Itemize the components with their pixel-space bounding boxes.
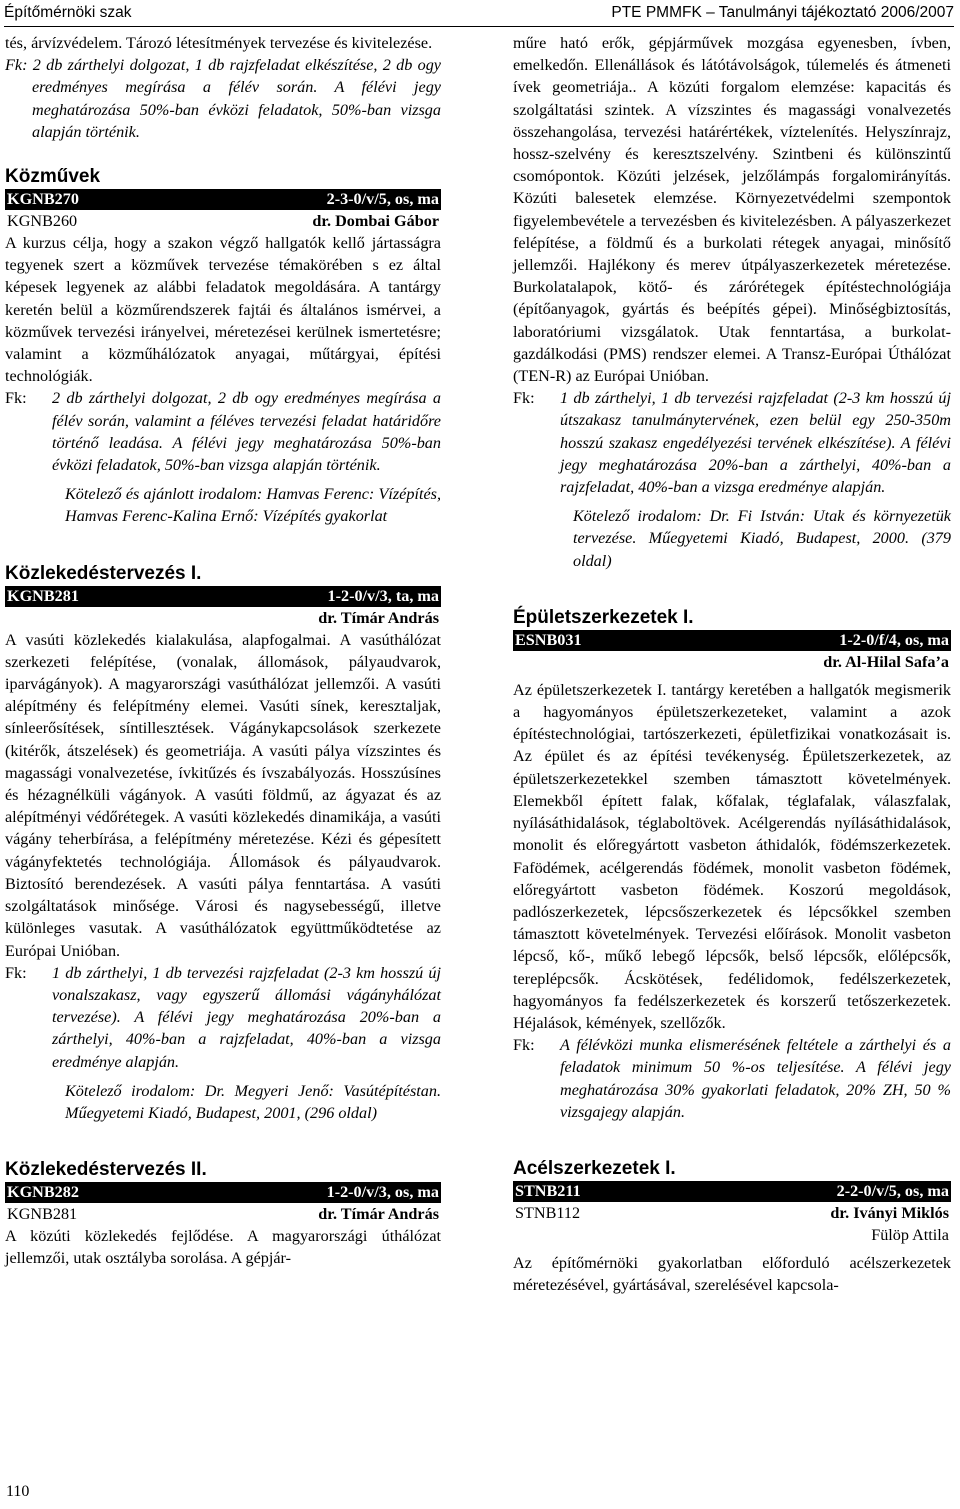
course-prereq-row (5, 1203, 441, 1225)
course-prereq-row (513, 1202, 951, 1224)
page-number: 110 (6, 1483, 30, 1500)
course-code-bar (5, 586, 441, 607)
course-teacher: dr. Dombai Gábor (312, 212, 439, 231)
course-code-bar (513, 630, 951, 651)
course-code-bar (5, 1182, 441, 1203)
header-left: Építőmérnöki szak (4, 4, 132, 21)
course-teacher: dr. Iványi Miklós (830, 1203, 949, 1222)
course-prereq: KGNB281 (7, 1205, 78, 1224)
course-description: A vasúti közlekedés kialakulása, alapfogalmai. A vasúthálózat szerkezeti felépítése, (vonalak, állomások, pályaudvarok, iparvágányok). A magyarországi vasúthálózat jellemzői. A vasúti alépítmény és felépítmény elemei. Vasúti sínek, keresztaljak, sínleerősítések, síntillesztések. Vágánykapcsolások szerkezete (kitérők, átszelések) és geometriája. A vasúti pálya vízszintes és magassági vonalvezetése, ívkitűzés és ívszabályozás. Hosszúsínes és hézagnélküli vágányok. A vasúti földmű, az ágyazat és az alépítményi védőrétegek. A vasúti közlekedés dinamikája, a vasúti vágány teherbírása, a felépítmény méretezése. Kézi és gépesített vágányfektetés technológiája. Állomások és pályaudvarok. Biztosító berendezések. A vasúti pálya fenntartása. A vasúti szolgáltatások minősége. Városi és nagysebességű, illetve különleges vasutak. A vasúthálózatok együttműködtetése az Európai Unióban. (5, 630, 441, 960)
course-code: KGNB281 (7, 586, 79, 605)
course-code: ESNB031 (515, 630, 582, 649)
course-code-bar (5, 189, 441, 210)
course-prereq: KGNB260 (7, 212, 78, 231)
course-requirements (513, 1034, 951, 1123)
course-credits: 1-2-0/f/4, os, ma (839, 630, 949, 649)
course-teacher: dr. Tímár András (318, 608, 439, 627)
requirements-text: A félévközi munka elismerésének feltétele a zárthelyi és a feladatok minimum 50 %-os teljesítése. A félévi jegy meghatározása 30% gyakorlati feladatok, 20% ZH, 50 % vizsgajegy alapján. (560, 1036, 951, 1121)
requirements-text: 2 db zárthelyi dolgozat, 2 db ogy eredményes megírása a félév során, valamint a féléves tervezési feladat határidőre történő leadása. A félévi jegy meghatározása 50%-ban évközi feladatok, 50%-ban vizsga alapján történik. (52, 389, 441, 475)
requirements-text: 1 db zárthelyi, 1 db tervezési rajzfeladat (2-3 km hosszú új útszakasz tanulmánytervének, ezen belül egy 250-350m hosszú szakasz engedélyezési tervének elkészítése). A félévi jegy meghatározása 20%-ban a zárthelyi, 40%-ban a rajzfeladat, 40%-ban a vizsga eredménye alapján. (560, 389, 951, 497)
course-credits: 2-3-0/v/5, os, ma (326, 190, 439, 209)
course-prereq: STNB112 (515, 1203, 581, 1222)
course-credits: 2-2-0/v/5, os, ma (836, 1181, 949, 1200)
course-literature: Kötelező irodalom: Dr. Megyeri Jenő: Vasútépítéstan. Műegyetemi Kiadó, Budapest, 2001, (296 oldal) (65, 1081, 441, 1122)
continued-description: műre ható erők, gépjárművek mozgása egyenesben, ívben, emelkedőn. Ellenállások és látótávolságok, túlemelés és átmeneti ívek geometriája.. A közúti forgalom elemzése: kapacitás és szolgáltatási szintek. A vízszintes és magassági vonalvezetés összehangolása, tervezési határértékek, víztelenítés. Helyszínrajz, hossz-szelvény és keresztszelvény. Szintbeni és különszintű csomópontok. Közúti jelzések, jelzőlámpás forgalomirányítás. Közúti balesetek elemzése. Környezetvédelmi szempontok figyelembevétele a tervezésben és kivitelezésben. A pályaszerkezet felépítése, a földmű és a burkolati rétegek anyagai, minősítő jellemzői. Hajlékony és merev útpályaszerkezetek méretezése. Burkolatalapok, kötő- és zárórétegek építéstechnológiája (építőanyagok, gyártás és beépítés gépei). Minőségbiztosítás, laboratóriumi vizsgálatok. Utak fenntartása, a burkolat-gazdálkodási (PMS) rendszer elemei. A Transz-Európai Úthálózat (TEN-R) az Európai Unióban. (513, 34, 951, 386)
course-description: A kurzus célja, hogy a szakon végző hallgatók kellő jártasságra tegyenek szert a közművek tervezése témakörében s ez által képesek legyenek az alábbi feladatok megoldására. A tantárgy keretén belül a közműrendszerek fajtái és általános ismérvei, a közművek tervezési irányelvei, méretezései kerülnek ismertetésre; valamint a közműhálózatok anyagai, műtárgyai, építési technológiák. (5, 234, 441, 386)
intro-text: tés, árvízvédelem. Tározó létesítmények tervezése és kivitelezése. (5, 34, 433, 52)
course-code: KGNB282 (7, 1183, 79, 1202)
requirements-label: Fk: (5, 963, 27, 982)
course-description: A közúti közlekedés fejlődése. A magyarországi úthálózat jellemzői, utak osztályba sorolása. A gépjár- (5, 1227, 441, 1268)
section-title-kozlekedes-2: Közlekedéstervezés II. (5, 1159, 207, 1181)
section-title-acelszerkezetek: Acélszerkezetek I. (513, 1157, 676, 1179)
requirements-label: Fk: (5, 389, 27, 408)
requirements-label: Fk: (513, 1036, 535, 1055)
course-description: Az épületszerkezetek I. tantárgy keretében a hallgatók megismerik a hagyományos épületszerkezeteket, valamint a azok építéstechnológiai, tartószerkezeti, épületfizikai vonatkozásait is. Az épület és az építési tevékenység. Épületszerkezetek, az épületszerkezetekkel szemben támasztott követelmények. Elemekből épített falak, kőfalak, téglafalak, válaszfalak, nyílásáthidalások, téglaboltövek. Acélgerendás nyílásáthidalások, monolit és előregyártott vasbeton áthidalók, födémszerkezetek. Fafödémek, acélgerendás födémek, monolit vasbeton födémek, előregyártott vasbeton födémek. Koszorú megoldások, padlószerkezetek, lépcsőszerkezetek és lépcsőkkel szemben támasztott követelmények. Tervezési előírások. Monolit vasbeton lépcső, kő-, műkő lebegő lépcsők, belső lépcsők, előlépcsők, tereplépcsők. Ácskötések, fedélidomok, fedélszerkezetek, hagyományos fa fedélszerkezetek és korszerű tetőszerkezetek. Héjalások, kémények, szellőzők. (513, 680, 951, 1032)
section-title-kozmuvek: Közművek (5, 166, 101, 188)
course-teacher: dr. Tímár András (318, 1205, 439, 1224)
course-teacher-secondary: Fülöp Attila (871, 1225, 949, 1244)
course-credits: 1-2-0/v/3, os, ma (326, 1183, 439, 1202)
course-literature: Kötelező és ajánlott irodalom: Hamvas Ferenc: Vízépítés, Hamvas Ferenc-Kalina Ernő: Vízépítés gyakorlat (65, 485, 441, 526)
course-requirements (5, 962, 441, 1073)
course-code: STNB211 (515, 1181, 581, 1200)
requirements-label: Fk: (513, 389, 535, 408)
course-teacher: dr. Al-Hilal Safa’a (823, 652, 949, 671)
course-code-bar (513, 1181, 951, 1202)
course-code: KGNB270 (7, 190, 79, 209)
running-header (4, 2, 954, 27)
course-requirements (5, 387, 441, 476)
intro-requirements: Fk: 2 db zárthelyi dolgozat, 1 db rajzfeladat elkészítése, 2 db ogy eredményes megírása a félév során. A félévi jegy meghatározása 50%-ban évközi feladatok, 50%-ban vizsga alapján történik. (5, 56, 441, 141)
right-column (513, 32, 951, 1296)
course-prereq-row (5, 210, 441, 232)
header-right: PTE PMMFK – Tanulmányi tájékoztató 2006/2007 (611, 4, 954, 21)
left-column (5, 32, 441, 1270)
course-description: Az építőmérnöki gyakorlatban előforduló acélszerkezetek méretezésével, gyártásával, szerelésével kapcsola- (513, 1253, 951, 1295)
course-literature: Kötelező irodalom: Dr. Fi István: Utak és környezetük tervezése. Műegyetemi Kiadó, Budapest, 2000. (379 oldal) (573, 507, 951, 570)
requirements-text: 1 db zárthelyi, 1 db tervezési rajzfeladat (2-3 km hosszú új vonalszakasz, vagy egyszerű állomási vágányhálózat tervezése). A félévi jegy meghatározása 20%-ban a zárthelyi, 40%-ban a rajzfeladat, 40%-ban a vizsga eredménye alapján. (52, 963, 441, 1071)
course-requirements (513, 387, 951, 498)
section-title-kozlekedes-1: Közlekedéstervezés I. (5, 562, 202, 584)
section-title-epuletszerkezetek: Épületszerkezetek I. (513, 606, 694, 628)
course-credits: 1-2-0/v/3, ta, ma (327, 586, 439, 605)
